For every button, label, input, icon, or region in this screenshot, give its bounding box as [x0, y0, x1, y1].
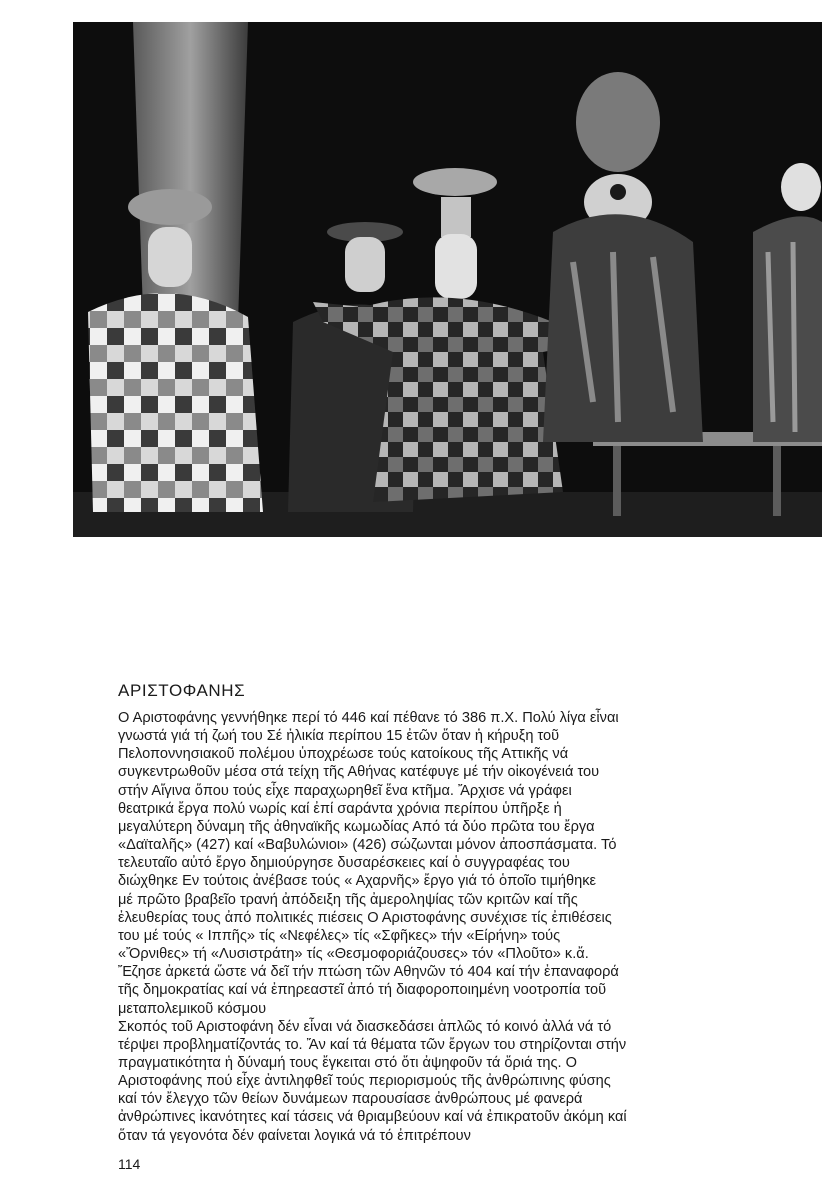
body-line: θεατρικά ἔργα πολύ νωρίς καί ἐπί σαράντα χρόνια περίπου ὑπῆρξε ἡ	[118, 800, 562, 817]
body-line: του μέ τούς « Ιππῆς» τίς «Νεφέλες» τίς «Σφῆκες» τήν «Είρήνη» τούς	[118, 927, 561, 944]
body-line: συγκεντρωθοῦν μέσα στά τείχη τῆς Αθήνας κατέφυγε μέ τήν οἰκογένειά του	[118, 764, 600, 781]
body-line: γνωστά γιά τή ζωή του Σέ ἡλικία περίπου 15 ἐτῶν ὅταν ἡ κήρυξη τοῦ	[118, 728, 560, 745]
body-line: Ἔζησε ἀρκετά ὥστε νά δεῖ τήν πτώση τῶν Αθηνῶν τό 404 καί τήν ἐπαναφορά	[118, 964, 619, 981]
article-body	[118, 709, 778, 1145]
body-line: «Δαϊταλῆς» (427) καί «Βαβυλώνιοι» (426) σώζωνται μόνον ἀποσπάσματα. Τό	[118, 837, 617, 854]
body-line: τελευταῖο αὐτό ἔργο δημιούργησε δυσαρέσκειες καί ὁ συγγραφέας του	[118, 855, 570, 872]
body-line: ἐλευθερίας τους ἀπό πολιτικές πιέσεις Ο Αριστοφάνης συνέχισε τίς ἐπιθέσεις	[118, 909, 612, 926]
body-line: διώχθηκε Εν τούτοις ἀνέβασε τούς « Αχαρνῆς» ἔργο γιά τό ὁποῖο τιμήθηκε	[118, 873, 597, 890]
body-line: Ο Αριστοφάνης γεννήθηκε περί τό 446 καί πέθανε τό 386 π.Χ. Πολύ λίγα εἶναι	[118, 710, 619, 726]
body-line: Πελοποννησιακοῦ πολέμου ὑποχρέωσε τούς κατοίκους τῆς Αττικῆς νά	[118, 746, 569, 763]
photo-illustration	[73, 22, 822, 537]
body-line: καί τόν ἔλεγχο τῶν θείων δυνάμεων παρουσίασε ἀνθρώπους μέ φανερά	[118, 1091, 583, 1108]
body-line: τέρψει προβληματίζοντάς το. Ἄν καί τά θέματα τῶν ἔργων του στηρίζονται στήν	[118, 1036, 627, 1053]
body-line: τῆς δημοκρατίας καί νά ἐπηρεαστεῖ ἀπό τή διαφοροποιημένη νοοτροπία τοῦ	[118, 982, 607, 999]
article-heading: ΑΡΙΣΤΟΦΑΝΗΣ	[118, 681, 246, 700]
body-line: μεταπολεμικοῦ κόσμου	[118, 1000, 267, 1017]
body-line: Σκοπός τοῦ Αριστοφάνη δέν εἶναι νά διασκεδάσει ἁπλῶς τό κοινό ἀλλά νά τό	[118, 1018, 612, 1035]
body-line: ὅταν τά γεγονότα δέν φαίνεται λογικά νά τό ἐπιτρέπουν	[118, 1127, 471, 1144]
body-line: «Ὄρνιθες» τή «Λυσιστράτη» τίς «Θεσμοφοριάζουσες» τόν «Πλοῦτο» κ.ἄ.	[118, 946, 589, 963]
performance-photo	[73, 22, 822, 537]
body-line: στήν Αἴγινα ὅπου τούς εἶχε παραχωρηθεῖ ἕνα κτῆμα. Ἄρχισε νά γράφει	[118, 782, 572, 799]
page-number: 114	[118, 1156, 141, 1172]
body-line: μέ πρῶτο βραβεῖο τρανή ἀπόδειξη τῆς ἀμεροληψίας τῶν κριτῶν καί τῆς	[118, 891, 578, 908]
body-line: ἀνθρώπινες ἱκανότητες καί τάσεις νά θριαμβεύουν καί νά ἐπικρατοῦν ἀκόμη καί	[118, 1109, 627, 1126]
body-line: Αριστοφάνης πού εἶχε ἀντιληφθεῖ τούς περιορισμούς τῆς ἀνθρώπινης φύσης	[118, 1073, 611, 1090]
body-line: μεγαλύτερη δύναμη τῆς ἀθηναϊκῆς κωμωδίας Από τά δύο πρῶτα του ἔργα	[118, 818, 595, 835]
body-line: πραγματικότητα ἡ δύναμή τους ἔγκειται στό ὅτι ἀψηφοῦν τά ὅριά της. Ο	[118, 1054, 577, 1071]
